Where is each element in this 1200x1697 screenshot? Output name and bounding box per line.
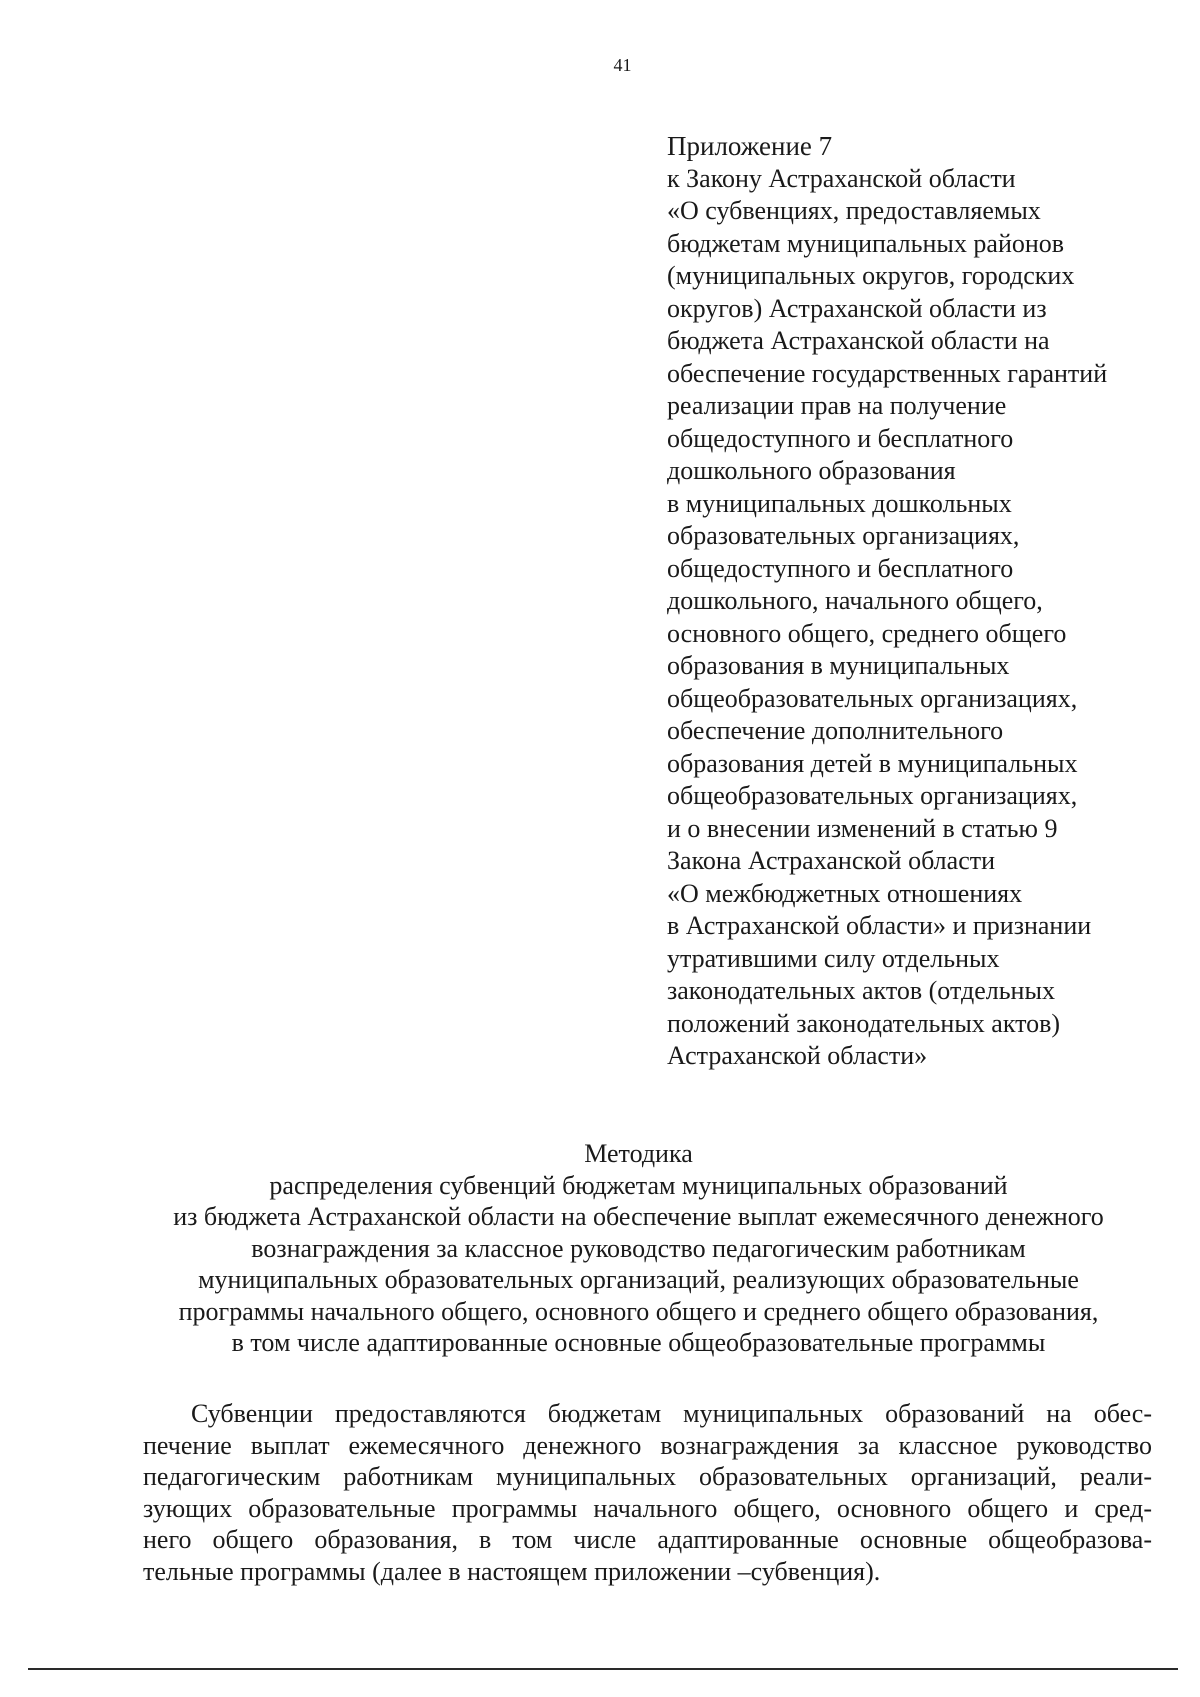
appendix-line: дошкольного образования: [667, 456, 956, 485]
appendix-line: в Астраханской области» и признании: [667, 911, 1092, 940]
title-line: вознаграждения за классное руководство педагогическим работникам: [251, 1233, 1026, 1263]
body-line: печение выплат ежемесячного денежного вознаграждения за классное руководство: [143, 1430, 1152, 1460]
appendix-line: обеспечение государственных гарантий: [667, 358, 1108, 388]
appendix-line: дошкольного, начального общего,: [667, 586, 1043, 615]
appendix-line: бюджетам муниципальных районов: [667, 228, 1065, 258]
appendix-line: законодательных актов (отдельных: [667, 976, 1055, 1005]
page-number: 41: [613, 55, 632, 75]
body-line: тельные программы (далее в настоящем приложении –субвенция).: [143, 1556, 881, 1586]
footer-rule: [28, 1668, 1178, 1670]
appendix-line: общеобразовательных организациях,: [667, 781, 1078, 810]
appendix-line: (муниципальных округов, городских: [667, 261, 1075, 290]
appendix-line: в муниципальных дошкольных: [667, 488, 1012, 518]
appendix-line: «О субвенциях, предоставляемых: [667, 196, 1041, 225]
title-line: муниципальных образовательных организаций, реализующих образовательные: [198, 1265, 1079, 1294]
appendix-line: бюджета Астраханской области на: [667, 326, 1050, 355]
body-line: зующих образовательные программы начального общего, основного общего и сред-: [143, 1493, 1152, 1523]
appendix-line: Астраханской области»: [667, 1041, 928, 1070]
title-line: распределения субвенций бюджетам муниципальных образований: [269, 1170, 1008, 1200]
body-line: педагогическим работникам муниципальных образовательных организаций, реали-: [143, 1462, 1152, 1491]
appendix-line: утратившими силу отдельных: [667, 943, 1000, 973]
appendix-line: к Закону Астраханской области: [667, 163, 1016, 193]
appendix-line: и о внесении изменений в статью 9: [667, 813, 1058, 843]
appendix-line: реализации прав на получение: [667, 391, 1007, 420]
body-line: него общего образования, в том числе адаптированные основные общеобразова-: [143, 1525, 1152, 1554]
body-paragraph: [143, 1398, 1152, 1587]
appendix-line: положений законодательных актов): [667, 1008, 1061, 1038]
appendix-line: общедоступного и бесплатного: [667, 423, 1014, 453]
appendix-line: Закона Астраханской области: [667, 846, 996, 875]
appendix-line: общедоступного и бесплатного: [667, 553, 1014, 583]
appendix-line: обеспечение дополнительного: [667, 716, 1004, 745]
title-line: из бюджета Астраханской области на обеспечение выплат ежемесячного денежного: [173, 1202, 1104, 1231]
appendix-line: образования в муниципальных: [667, 651, 1010, 680]
title-line: Методика: [584, 1139, 693, 1168]
appendix-line: Приложение 7: [667, 131, 833, 161]
body-line: Субвенции предоставляются бюджетам муниципальных образований на обес-: [191, 1399, 1152, 1428]
title-line: программы начального общего, основного общего и среднего общего образования,: [178, 1296, 1099, 1326]
document-title: [0, 1138, 1200, 1359]
appendix-line: основного общего, среднего общего: [667, 618, 1067, 648]
title-line: в том числе адаптированные основные общеобразовательные программы: [231, 1328, 1046, 1357]
appendix-header: [667, 130, 1167, 1073]
appendix-line: образовательных организациях,: [667, 521, 1020, 550]
appendix-line: образования детей в муниципальных: [667, 748, 1078, 778]
appendix-line: «О межбюджетных отношениях: [667, 878, 1023, 908]
appendix-line: общеобразовательных организациях,: [667, 683, 1078, 713]
appendix-line: округов) Астраханской области из: [667, 293, 1047, 323]
